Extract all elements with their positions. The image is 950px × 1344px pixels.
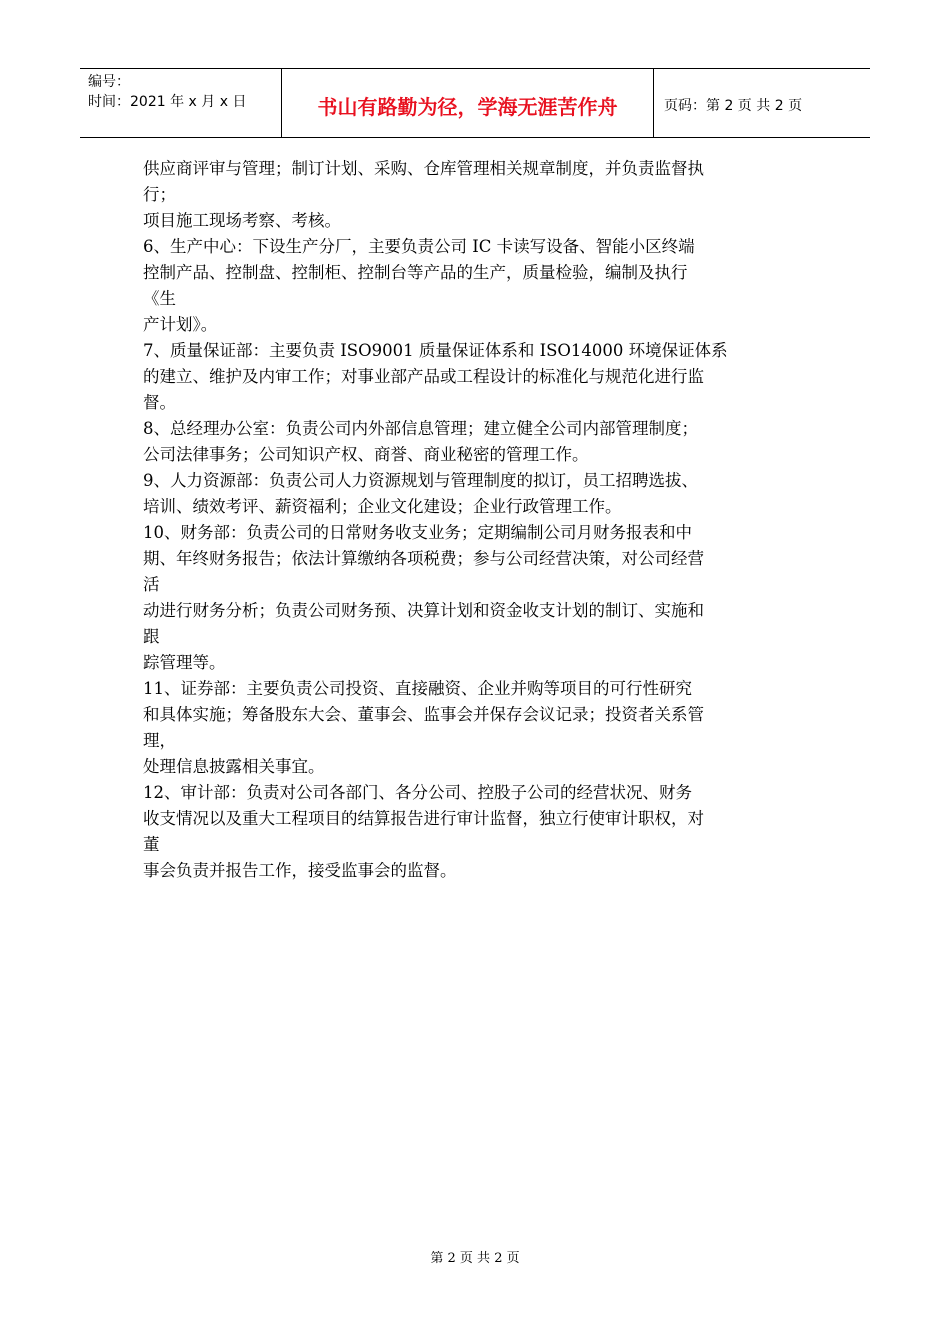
document-date-label: 时间：2021 年 x 月 x 日	[88, 94, 247, 110]
page-header	[80, 68, 870, 138]
body-line: 10、财务部：负责公司的日常财务收支业务；定期编制公司月财务报表和中	[143, 523, 692, 542]
header-meta-cell	[80, 69, 282, 137]
body-line: 踪管理等。	[143, 653, 226, 672]
body-line: 产计划》。	[143, 315, 218, 334]
page-footer: 第 2 页 共 2 页	[430, 1251, 520, 1266]
body-line: 动进行财务分析；负责公司财务预、决算计划和资金收支计划的制订、实施和	[143, 601, 704, 620]
body-line: 期、年终财务报告；依法计算缴纳各项税费；参与公司经营决策，对公司经营	[143, 549, 704, 568]
body-line: 跟	[143, 627, 160, 646]
body-line: 督。	[143, 393, 176, 412]
document-number-label: 编号：	[88, 74, 130, 90]
body-line: 控制产品、控制盘、控制柜、控制台等产品的生产，质量检验，编制及执行	[143, 263, 688, 282]
body-line: 事会负责并报告工作，接受监事会的监督。	[143, 861, 457, 880]
body-line: 行；	[143, 185, 176, 204]
body-line: 培训、绩效考评、薪资福利；企业文化建设；企业行政管理工作。	[143, 497, 622, 516]
header-page-info: 页码：第 2 页 共 2 页	[664, 98, 803, 114]
body-line: 的建立、维护及内审工作；对事业部产品或工程设计的标准化与规范化进行监	[143, 367, 704, 386]
body-line: 公司法律事务；公司知识产权、商誉、商业秘密的管理工作。	[143, 445, 589, 464]
body-line: 收支情况以及重大工程项目的结算报告进行审计监督，独立行使审计职权，对	[143, 809, 704, 828]
body-line: 董	[143, 835, 160, 854]
body-line: 11、证券部：主要负责公司投资、直接融资、企业并购等项目的可行性研究	[143, 679, 692, 698]
body-line: 和具体实施；筹备股东大会、董事会、监事会并保存会议记录；投资者关系管	[143, 705, 704, 724]
body-line: 《生	[143, 289, 176, 308]
body-line: 处理信息披露相关事宜。	[143, 757, 325, 776]
body-line: 活	[143, 575, 160, 594]
body-line: 8、总经理办公室：负责公司内外部信息管理；建立健全公司内部管理制度；	[143, 419, 698, 438]
body-line: 项目施工现场考察、考核。	[143, 211, 341, 230]
body-line: 7、质量保证部：主要负责 ISO9001 质量保证体系和 ISO14000 环境保证体系	[143, 341, 728, 360]
document-body	[143, 156, 803, 884]
body-line: 6、生产中心：下设生产分厂，主要负责公司 IC 卡读写设备、智能小区终端	[143, 237, 695, 256]
body-line: 9、人力资源部：负责公司人力资源规划与管理制度的拟订，员工招聘选拔、	[143, 471, 698, 490]
header-motto: 书山有路勤为径，学海无涯苦作舟	[282, 69, 654, 137]
body-line: 理，	[143, 731, 176, 750]
body-line: 供应商评审与管理；制订计划、采购、仓库管理相关规章制度，并负责监督执	[143, 159, 704, 178]
body-line: 12、审计部：负责对公司各部门、各分公司、控股子公司的经营状况、财务	[143, 783, 692, 802]
